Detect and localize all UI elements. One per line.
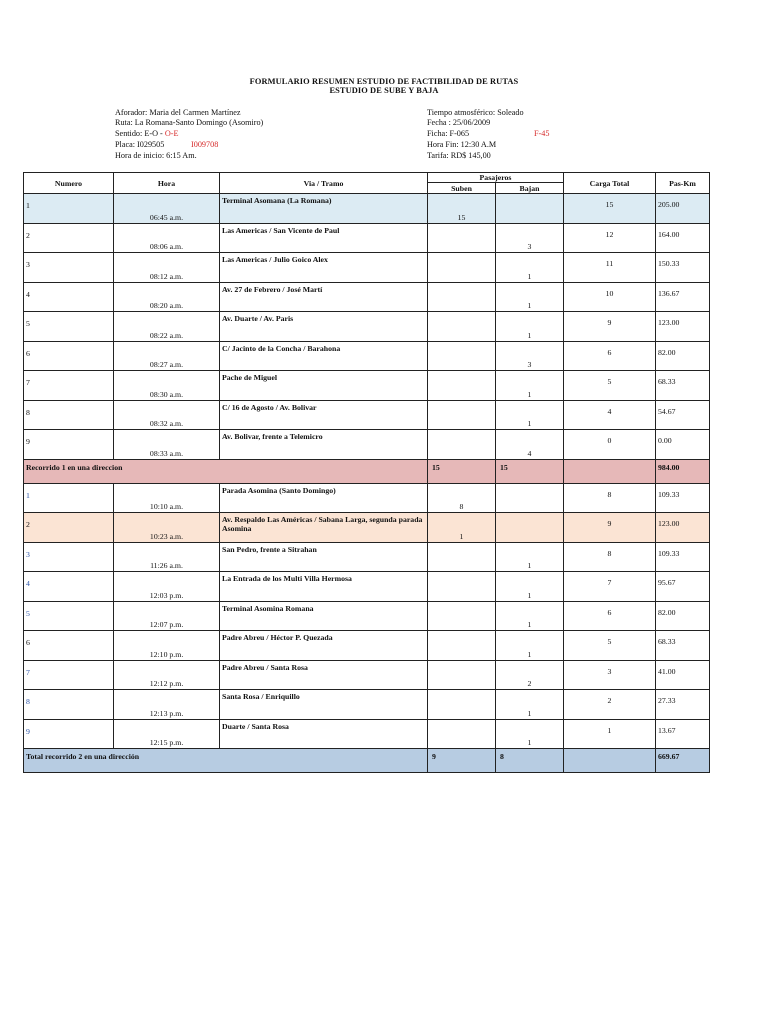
table-row xyxy=(24,282,710,312)
row-via: Las Americas / San Vicente de Paul xyxy=(220,223,428,253)
row-carga: 5 xyxy=(564,371,656,401)
row-paskm: 0.00 xyxy=(656,430,710,460)
row-suben xyxy=(428,660,496,690)
row-paskm: 95.67 xyxy=(656,572,710,602)
row-via: San Pedro, frente a Sitrahan xyxy=(220,542,428,572)
row-suben xyxy=(428,282,496,312)
header-paskm: Pas-Km xyxy=(656,173,710,194)
row-number: 1 xyxy=(24,483,114,513)
row-hora: 06:45 a.m. xyxy=(114,194,220,224)
row-number: 5 xyxy=(24,312,114,342)
summary-bajan: 15 xyxy=(496,459,564,483)
header-hora: Hora xyxy=(114,173,220,194)
row-suben xyxy=(428,312,496,342)
row-paskm: 82.00 xyxy=(656,601,710,631)
row-suben xyxy=(428,690,496,720)
table-row xyxy=(24,660,710,690)
row-suben xyxy=(428,631,496,661)
row-bajan: 1 xyxy=(496,542,564,572)
header-carga: Carga Total xyxy=(564,173,656,194)
row-bajan: 3 xyxy=(496,341,564,371)
row-bajan xyxy=(496,194,564,224)
row-carga: 5 xyxy=(564,631,656,661)
row-carga: 7 xyxy=(564,572,656,602)
row-suben xyxy=(428,253,496,283)
row-bajan xyxy=(496,483,564,513)
summary-row xyxy=(24,749,710,773)
row-hora: 12:12 p.m. xyxy=(114,660,220,690)
ruta-field: Ruta: La Romana-Santo Domingo (Asomiro) xyxy=(115,118,264,127)
row-number: 9 xyxy=(24,719,114,749)
row-suben xyxy=(428,371,496,401)
row-bajan: 1 xyxy=(496,400,564,430)
sube-baja-table xyxy=(23,172,710,773)
table-row xyxy=(24,194,710,224)
hora-fin-field: Hora Fin: 12:30 A.M xyxy=(427,140,497,149)
fecha-field: Fecha : 25/06/2009 xyxy=(427,118,491,127)
row-carga: 3 xyxy=(564,660,656,690)
table-row xyxy=(24,400,710,430)
table-row xyxy=(24,719,710,749)
row-paskm: 82.00 xyxy=(656,341,710,371)
table-row xyxy=(24,631,710,661)
summary-label: Total recorrido 2 en una dirección xyxy=(24,749,428,773)
row-hora: 08:32 a.m. xyxy=(114,400,220,430)
row-number: 3 xyxy=(24,253,114,283)
header-via: Via / Tramo xyxy=(220,173,428,194)
placa-field: Placa: I029505 xyxy=(115,140,165,149)
row-bajan: 3 xyxy=(496,223,564,253)
row-suben xyxy=(428,601,496,631)
header-bajan: Bajan xyxy=(496,183,564,194)
table-row xyxy=(24,223,710,253)
summary-carga xyxy=(564,749,656,773)
row-suben xyxy=(428,400,496,430)
row-number: 9 xyxy=(24,430,114,460)
row-paskm: 150.33 xyxy=(656,253,710,283)
sentido-field xyxy=(115,129,178,138)
row-number: 7 xyxy=(24,371,114,401)
ficha-field: Ficha: F-065 xyxy=(427,129,470,138)
row-hora: 08:20 a.m. xyxy=(114,282,220,312)
sentido-label: Sentido: E-O - xyxy=(115,129,165,138)
tiempo-field: Tiempo atmosférico: Soleado xyxy=(427,108,524,117)
header-numero: Numero xyxy=(24,173,114,194)
row-carga: 2 xyxy=(564,690,656,720)
summary-label: Recorrido 1 en una direccion xyxy=(24,459,428,483)
row-paskm: 27.33 xyxy=(656,690,710,720)
ficha-value: F-45 xyxy=(534,129,550,138)
row-bajan: 1 xyxy=(496,601,564,631)
row-paskm: 123.00 xyxy=(656,312,710,342)
row-bajan: 1 xyxy=(496,631,564,661)
row-number: 5 xyxy=(24,601,114,631)
row-hora: 08:12 a.m. xyxy=(114,253,220,283)
row-paskm: 68.33 xyxy=(656,631,710,661)
table-row xyxy=(24,430,710,460)
row-number: 2 xyxy=(24,513,114,543)
row-via: Parada Asomina (Santo Domingo) xyxy=(220,483,428,513)
summary-bajan: 8 xyxy=(496,749,564,773)
row-paskm: 41.00 xyxy=(656,660,710,690)
table-row xyxy=(24,690,710,720)
row-number: 1 xyxy=(24,194,114,224)
row-suben xyxy=(428,572,496,602)
row-hora: 10:10 a.m. xyxy=(114,483,220,513)
row-hora: 10:23 a.m. xyxy=(114,513,220,543)
row-number: 6 xyxy=(24,631,114,661)
summary-carga xyxy=(564,459,656,483)
row-bajan: 1 xyxy=(496,282,564,312)
row-hora: 08:06 a.m. xyxy=(114,223,220,253)
table-row xyxy=(24,601,710,631)
table-row xyxy=(24,253,710,283)
row-carga: 9 xyxy=(564,513,656,543)
row-hora: 08:33 a.m. xyxy=(114,430,220,460)
row-carga: 8 xyxy=(564,483,656,513)
row-number: 4 xyxy=(24,282,114,312)
summary-paskm: 984.00 xyxy=(656,459,710,483)
row-hora: 08:30 a.m. xyxy=(114,371,220,401)
table-row xyxy=(24,572,710,602)
row-carga: 9 xyxy=(564,312,656,342)
row-carga: 12 xyxy=(564,223,656,253)
row-via: Duarte / Santa Rosa xyxy=(220,719,428,749)
row-bajan: 1 xyxy=(496,312,564,342)
row-carga: 15 xyxy=(564,194,656,224)
row-bajan: 1 xyxy=(496,253,564,283)
table-row xyxy=(24,341,710,371)
row-carga: 11 xyxy=(564,253,656,283)
row-bajan: 1 xyxy=(496,719,564,749)
row-suben xyxy=(428,341,496,371)
summary-paskm: 669.67 xyxy=(656,749,710,773)
row-bajan: 2 xyxy=(496,660,564,690)
row-via: Terminal Asomina Romana xyxy=(220,601,428,631)
row-hora: 11:26 a.m. xyxy=(114,542,220,572)
row-carga: 6 xyxy=(564,341,656,371)
row-bajan xyxy=(496,513,564,543)
row-suben: 8 xyxy=(428,483,496,513)
row-via: Santa Rosa / Enriquillo xyxy=(220,690,428,720)
aforador-field: Aforador: Maria del Carmen Martínez xyxy=(115,108,241,117)
header-pasajeros: Pasajeros xyxy=(428,173,564,183)
hora-inicio-field: Hora de inicio: 6:15 Am. xyxy=(115,151,197,160)
row-paskm: 123.00 xyxy=(656,513,710,543)
row-via: C/ Jacinto de la Concha / Barahona xyxy=(220,341,428,371)
row-suben xyxy=(428,223,496,253)
placa-value: I009708 xyxy=(191,140,219,149)
row-suben: 15 xyxy=(428,194,496,224)
table-row xyxy=(24,371,710,401)
row-via: Av. Bolivar, frente a Telemicro xyxy=(220,430,428,460)
row-hora: 12:13 p.m. xyxy=(114,690,220,720)
row-carga: 10 xyxy=(564,282,656,312)
form-subtitle: ESTUDIO DE SUBE Y BAJA xyxy=(329,86,439,95)
row-via: Terminal Asomana (La Romana) xyxy=(220,194,428,224)
row-via: C/ 16 de Agosto / Av. Bolivar xyxy=(220,400,428,430)
summary-suben: 9 xyxy=(428,749,496,773)
row-via: Padre Abreu / Héctor P. Quezada xyxy=(220,631,428,661)
row-via: Av. Respaldo Las Américas / Sabana Larga, segunda parada Asomina xyxy=(220,513,428,543)
row-via: La Entrada de los Multi Villa Hermosa xyxy=(220,572,428,602)
row-via: Pache de Miguel xyxy=(220,371,428,401)
row-carga: 4 xyxy=(564,400,656,430)
summary-suben: 15 xyxy=(428,459,496,483)
row-paskm: 109.33 xyxy=(656,483,710,513)
row-number: 3 xyxy=(24,542,114,572)
row-carga: 1 xyxy=(564,719,656,749)
row-paskm: 164.00 xyxy=(656,223,710,253)
row-bajan: 4 xyxy=(496,430,564,460)
row-via: Av. Duarte / Av. Paris xyxy=(220,312,428,342)
row-suben xyxy=(428,719,496,749)
row-hora: 08:22 a.m. xyxy=(114,312,220,342)
row-bajan: 1 xyxy=(496,371,564,401)
row-number: 2 xyxy=(24,223,114,253)
row-number: 6 xyxy=(24,341,114,371)
row-via: Las Americas / Julio Goico Alex xyxy=(220,253,428,283)
row-number: 4 xyxy=(24,572,114,602)
row-suben: 1 xyxy=(428,513,496,543)
table-row xyxy=(24,483,710,513)
row-hora: 08:27 a.m. xyxy=(114,341,220,371)
row-hora: 12:03 p.m. xyxy=(114,572,220,602)
row-bajan: 1 xyxy=(496,572,564,602)
row-bajan: 1 xyxy=(496,690,564,720)
row-hora: 12:15 p.m. xyxy=(114,719,220,749)
row-paskm: 13.67 xyxy=(656,719,710,749)
row-suben xyxy=(428,542,496,572)
row-suben xyxy=(428,430,496,460)
tarifa-field: Tarifa: RD$ 145,00 xyxy=(427,151,491,160)
row-number: 8 xyxy=(24,400,114,430)
row-hora: 12:07 p.m. xyxy=(114,601,220,631)
row-paskm: 136.67 xyxy=(656,282,710,312)
row-carga: 6 xyxy=(564,601,656,631)
row-via: Padre Abreu / Santa Rosa xyxy=(220,660,428,690)
summary-row xyxy=(24,459,710,483)
row-carga: 8 xyxy=(564,542,656,572)
row-paskm: 205.00 xyxy=(656,194,710,224)
row-paskm: 54.67 xyxy=(656,400,710,430)
sentido-value: O-E xyxy=(164,129,179,138)
row-via: Av. 27 de Febrero / José Martí xyxy=(220,282,428,312)
table-row xyxy=(24,542,710,572)
header-suben: Suben xyxy=(428,183,496,194)
row-paskm: 68.33 xyxy=(656,371,710,401)
form-title: FORMULARIO RESUMEN ESTUDIO DE FACTIBILIDAD DE RUTAS xyxy=(249,77,519,86)
row-number: 8 xyxy=(24,690,114,720)
table-row xyxy=(24,513,710,543)
row-carga: 0 xyxy=(564,430,656,460)
row-number: 7 xyxy=(24,660,114,690)
table-row xyxy=(24,312,710,342)
row-paskm: 109.33 xyxy=(656,542,710,572)
row-hora: 12:10 p.m. xyxy=(114,631,220,661)
